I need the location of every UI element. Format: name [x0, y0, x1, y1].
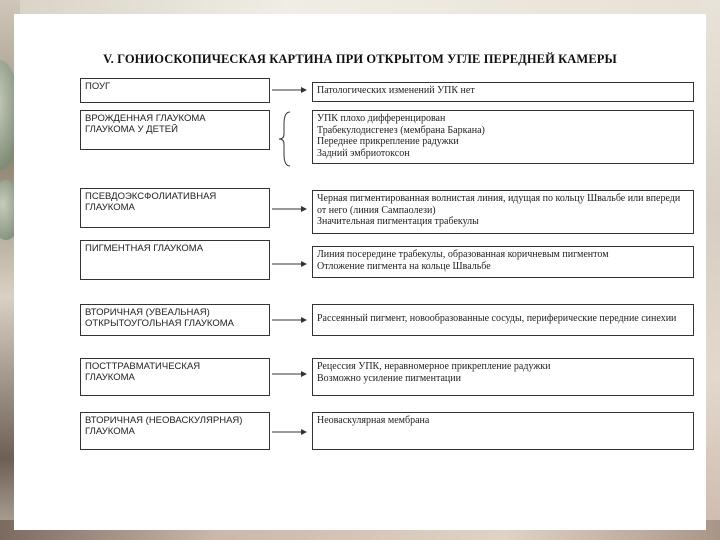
left-box-congenital: ВРОЖДЕННАЯ ГЛАУКОМА ГЛАУКОМА У ДЕТЕЙ: [80, 110, 270, 150]
right-box-uveal: Рассеянный пигмент, новообразованные сосуды, периферические передние синехии: [312, 304, 694, 336]
right-box-posttraumatic: Рецессия УПК, неравномерное прикрепление радужки Возможно усиление пигментации: [312, 358, 694, 396]
right-box-congenital: УПК плохо дифференцирован Трабекулодисгенез (мембрана Баркана) Переднее прикрепление радужки Задний эмбриотоксон: [312, 110, 694, 164]
right-box-poag: Патологических изменений УПК нет: [312, 82, 694, 102]
left-box-neovascular: ВТОРИЧНАЯ (НЕОВАСКУЛЯРНАЯ) ГЛАУКОМА: [80, 412, 270, 450]
right-box-pigmentary: Линия посередине трабекулы, образованная коричневым пигментом Отложение пигмента на кольце Швальбе: [312, 246, 694, 278]
left-box-pigmentary: ПИГМЕНТНАЯ ГЛАУКОМА: [80, 240, 270, 280]
right-box-neovascular: Неоваскулярная мембрана: [312, 412, 694, 450]
left-box-uveal: ВТОРИЧНАЯ (УВЕАЛЬНАЯ) ОТКРЫТОУГОЛЬНАЯ ГЛАУКОМА: [80, 304, 270, 336]
brace-row-2: [279, 112, 290, 166]
right-box-pseudoexfoliative: Черная пигментированная волнистая линия, идущая по кольцу Швальбе или впереди от него (линия Сампаолези) Значительная пигментация трабекулы: [312, 190, 694, 234]
slide-title: V. ГОНИОСКОПИЧЕСКАЯ КАРТИНА ПРИ ОТКРЫТОМ УГЛЕ ПЕРЕДНЕЙ КАМЕРЫ: [103, 52, 617, 66]
slide: [14, 14, 706, 530]
left-box-posttraumatic: ПОСТТРАВМАТИЧЕСКАЯ ГЛАУКОМА: [80, 358, 270, 396]
left-box-poag: ПОУГ: [80, 78, 270, 103]
left-box-pseudoexfoliative: ПСЕВДОЭКСФОЛИАТИВНАЯ ГЛАУКОМА: [80, 188, 270, 228]
